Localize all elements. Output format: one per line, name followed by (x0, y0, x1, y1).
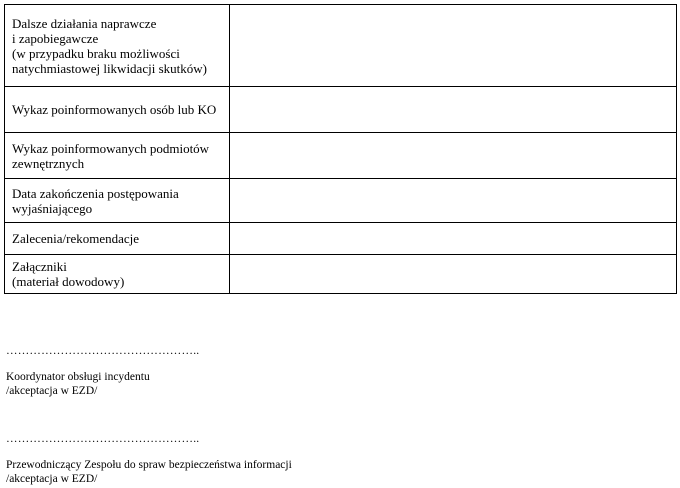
label-line: Zalecenia/rekomendacje (12, 231, 140, 246)
signature-note: /akceptacja w EZD/ (6, 385, 98, 397)
value-external-entities[interactable] (230, 133, 677, 179)
label-line: Załączniki (12, 259, 67, 274)
table-row (5, 255, 677, 294)
row-label-recommendations (5, 223, 230, 255)
value-recommendations[interactable] (230, 223, 677, 255)
signature-line: ………………………………………….. (6, 433, 200, 445)
row-label-external-entities (5, 133, 230, 179)
signature-block-coordinator (6, 344, 199, 398)
signature-line: ………………………………………….. (6, 345, 200, 357)
label-line: Wykaz poinformowanych podmiotów (12, 140, 210, 156)
table-row (5, 179, 677, 223)
label-line: zewnętrznych (12, 155, 85, 171)
label-line: (w przypadku braku możliwości (12, 45, 180, 61)
label-line: (materiał dowodowy) (12, 274, 125, 289)
table-row (5, 5, 677, 87)
incident-report-table (4, 4, 677, 294)
value-attachments[interactable] (230, 255, 677, 294)
table-row (5, 133, 677, 179)
value-completion-date[interactable] (230, 179, 677, 223)
label-line: natychmiastowej likwidacji skutków) (12, 60, 207, 76)
signature-note: /akceptacja w EZD/ (6, 473, 98, 485)
label-line: Data zakończenia postępowania (12, 185, 179, 201)
label-line: Dalsze działania naprawcze (12, 15, 157, 31)
label-line: wyjaśniającego (12, 200, 93, 216)
row-label-completion-date (5, 179, 230, 223)
row-label-corrective-actions (5, 5, 230, 87)
value-corrective-actions[interactable] (230, 5, 677, 87)
value-informed-persons[interactable] (230, 87, 677, 133)
label-line: Wykaz poinformowanych osób lub KO (12, 102, 217, 117)
signature-role: Przewodniczący Zespołu do spraw bezpieczeństwa informacji (6, 459, 292, 471)
signature-block-chairman (6, 432, 292, 486)
table-row (5, 87, 677, 133)
table-row (5, 223, 677, 255)
row-label-informed-persons (5, 87, 230, 133)
signature-role: Koordynator obsługi incydentu (6, 371, 150, 383)
row-label-attachments (5, 255, 230, 294)
label-line: i zapobiegawcze (12, 30, 99, 46)
